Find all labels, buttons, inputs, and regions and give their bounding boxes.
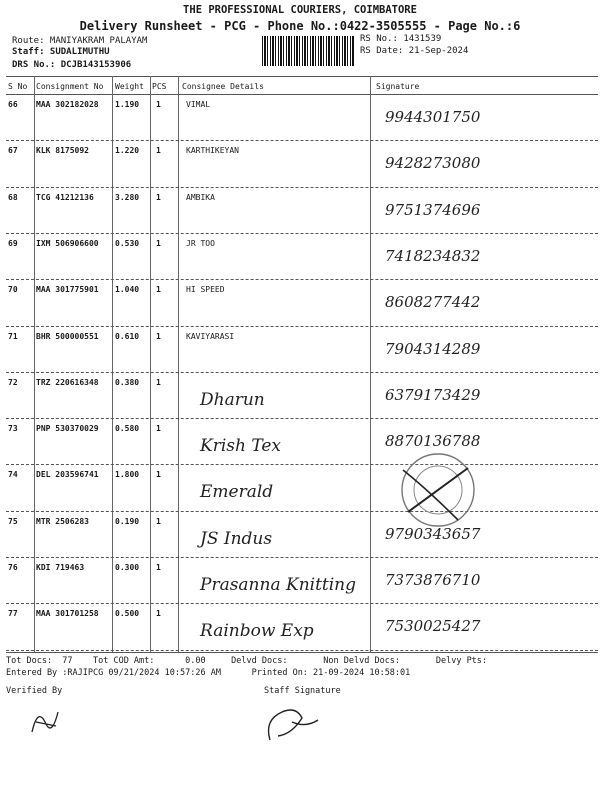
- column-header-sno: S No: [8, 82, 28, 91]
- row-pieces: 1: [156, 100, 161, 109]
- column-divider: [34, 76, 35, 652]
- row-consignment-number: IXM 506906600: [36, 238, 99, 248]
- row-serial-number: 67: [8, 146, 18, 156]
- row-handwritten-signature: 9790343657: [385, 524, 481, 543]
- route-label: Route: MANIYAKRAM PALAYAM: [12, 36, 148, 46]
- row-pieces: 1: [156, 609, 161, 619]
- row-separator: [6, 279, 598, 280]
- row-serial-number: 73: [8, 424, 18, 434]
- row-weight: 0.500: [115, 609, 140, 619]
- row-weight: 0.610: [115, 331, 140, 341]
- row-separator: [6, 557, 598, 558]
- column-divider: [370, 76, 371, 652]
- row-weight: 0.380: [115, 377, 140, 387]
- row-handwritten-signature: 8608277442: [385, 293, 481, 312]
- row-separator: [6, 187, 598, 188]
- row-consignee: KAVIYARASI: [186, 331, 235, 341]
- row-handwritten-signature: 9428273080: [385, 154, 481, 173]
- column-header-weight: Weight: [115, 82, 144, 91]
- row-consignment-number: PNP 530370029: [36, 424, 99, 434]
- row-serial-number: 75: [8, 516, 18, 526]
- row-consignment-number: MAA 301701258: [36, 609, 99, 619]
- row-handwritten-name: Rainbow Exp: [200, 621, 314, 642]
- row-handwritten-signature: 7904314289: [385, 339, 481, 358]
- row-consignment-number: BHR 500000551: [36, 331, 99, 341]
- row-handwritten-name: Krish Tex: [200, 436, 282, 457]
- row-separator: [6, 326, 598, 327]
- staff-label: Staff: SUDALIMUTHU: [12, 47, 110, 57]
- runsheet-title: Delivery Runsheet - PCG - Phone No.:0422-3505555 - Page No.:6: [79, 19, 521, 33]
- totals-line: Tot Docs: 77 Tot COD Amt: 0.00 Delvd Docs: Non Delvd Docs: Delvy Pts:: [6, 656, 488, 666]
- column-divider: [150, 76, 151, 652]
- row-separator: [6, 140, 598, 141]
- row-weight: 1.040: [115, 285, 140, 295]
- row-pieces: 1: [156, 516, 161, 526]
- row-handwritten-signature: 7373876710: [385, 571, 481, 589]
- row-consignment-number: TCG 41212136: [36, 192, 94, 202]
- row-consignment-number: MTR 2506283: [36, 516, 89, 526]
- row-consignee: JR TOO: [186, 238, 215, 248]
- row-serial-number: 68: [8, 192, 18, 202]
- row-consignee: HI SPEED: [186, 285, 225, 295]
- row-consignment-number: DEL 203596741: [36, 470, 99, 480]
- row-handwritten-signature: 8870136788: [385, 432, 481, 451]
- row-handwritten-signature: 7530025427: [385, 617, 481, 636]
- column-header-consignment: Consignment No: [36, 82, 104, 91]
- table-bottom-border: [6, 652, 598, 653]
- row-handwritten-signature: 7418234832: [385, 246, 481, 265]
- row-handwritten-signature: 6379173429: [385, 385, 481, 404]
- row-consignee: KARTHIKEYAN: [186, 146, 239, 156]
- row-consignment-number: TRZ 220616348: [36, 377, 99, 387]
- row-separator: [6, 650, 598, 651]
- row-pieces: 1: [156, 238, 161, 248]
- row-weight: 0.190: [115, 516, 140, 526]
- row-pieces: 1: [156, 563, 161, 572]
- row-consignment-number: MAA 302182028: [36, 100, 99, 109]
- row-separator: [6, 511, 598, 512]
- verifier-signature: [26, 702, 66, 738]
- column-header-pcs: PCS: [152, 82, 167, 91]
- row-weight: 0.530: [115, 238, 140, 248]
- rs-number: RS No.: 1431539: [360, 34, 442, 44]
- row-pieces: 1: [156, 192, 161, 202]
- row-weight: 1.190: [115, 100, 140, 109]
- row-handwritten-name: Emerald: [200, 482, 274, 503]
- row-weight: 3.280: [115, 192, 140, 202]
- column-divider: [112, 76, 113, 652]
- row-serial-number: 74: [8, 470, 18, 480]
- row-serial-number: 71: [8, 331, 18, 341]
- row-handwritten-signature: 9751374696: [385, 200, 481, 219]
- row-weight: 1.800: [115, 470, 140, 480]
- table-top-border: [6, 76, 598, 77]
- row-pieces: 1: [156, 146, 161, 156]
- row-serial-number: 72: [8, 377, 18, 387]
- row-weight: 0.300: [115, 563, 140, 572]
- company-stamp: [398, 450, 478, 530]
- drs-number: DRS No.: DCJB143153906: [12, 60, 132, 70]
- row-serial-number: 66: [8, 100, 18, 109]
- row-handwritten-name: Dharun: [200, 389, 265, 410]
- row-weight: 0.580: [115, 424, 140, 434]
- row-consignment-number: KDI 719463: [36, 563, 85, 572]
- staff-signature-label: Staff Signature: [264, 686, 341, 696]
- rs-date: RS Date: 21-Sep-2024: [360, 46, 469, 56]
- row-separator: [6, 233, 598, 234]
- row-separator: [6, 464, 598, 465]
- row-pieces: 1: [156, 285, 161, 295]
- column-divider: [178, 76, 179, 652]
- staff-signature: [262, 700, 332, 748]
- row-pieces: 1: [156, 331, 161, 341]
- row-separator: [6, 372, 598, 373]
- barcode-image: [262, 36, 354, 66]
- row-pieces: 1: [156, 424, 161, 434]
- row-serial-number: 69: [8, 238, 18, 248]
- table-header-border: [6, 94, 598, 95]
- column-header-signature: Signature: [376, 82, 420, 91]
- row-separator: [6, 603, 598, 604]
- row-serial-number: 76: [8, 563, 18, 572]
- column-header-consignee: Consignee Details: [182, 82, 264, 91]
- row-pieces: 1: [156, 470, 161, 480]
- row-serial-number: 77: [8, 609, 18, 619]
- row-handwritten-name: Prasanna Knitting: [200, 575, 357, 595]
- row-handwritten-name: JS Indus: [200, 528, 273, 549]
- row-serial-number: 70: [8, 285, 18, 295]
- row-handwritten-signature: 9944301750: [385, 108, 481, 126]
- row-weight: 1.220: [115, 146, 140, 156]
- row-pieces: 1: [156, 377, 161, 387]
- row-consignee: AMBIKA: [186, 192, 215, 202]
- row-consignment-number: MAA 301775901: [36, 285, 99, 295]
- row-consignment-number: KLK 8175092: [36, 146, 89, 156]
- entered-by-line: Entered By :RAJIPCG 09/21/2024 10:57:26 AM Printed On: 21-09-2024 10:58:01: [6, 668, 411, 678]
- verified-by-label: Verified By: [6, 686, 63, 696]
- row-consignee: VIMAL: [186, 100, 211, 109]
- row-separator: [6, 418, 598, 419]
- company-title: THE PROFESSIONAL COURIERS, COIMBATORE: [183, 4, 417, 16]
